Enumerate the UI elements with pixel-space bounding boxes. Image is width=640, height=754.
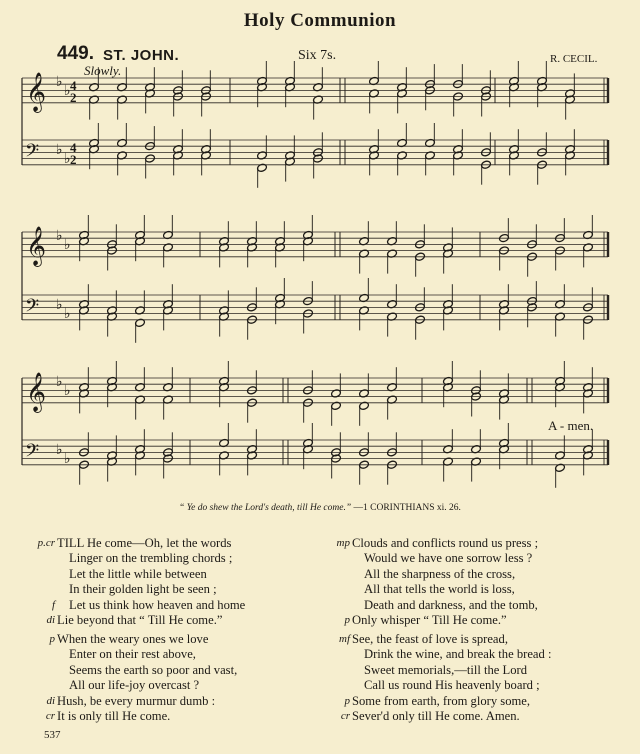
verse-3 xyxy=(336,536,539,628)
flat-sign-icon: ♭ xyxy=(56,298,63,313)
dynamic-mark: cr xyxy=(340,710,350,723)
verse-line: All the sharpness of the cross, xyxy=(364,566,516,581)
verse-line: In their golden light be seen ; xyxy=(69,582,217,597)
verse-line: Linger on the trembling chords ; xyxy=(69,551,233,566)
verse-line: cr Sever'd only till He come. Amen. xyxy=(352,709,551,724)
flat-sign-icon: ♭ xyxy=(56,443,63,458)
verse-line: All that tells the world is loss, xyxy=(364,582,515,597)
bass-clef-icon: 𝄢 xyxy=(25,295,40,320)
verse-line: cr It is only till He come. xyxy=(57,709,237,724)
bass-clef-icon: 𝄢 xyxy=(25,440,40,465)
page-number: 537 xyxy=(44,729,61,741)
flat-sign-icon: ♭ xyxy=(64,238,71,253)
flat-sign-icon: ♭ xyxy=(64,307,71,322)
time-signature-top: 4 xyxy=(70,140,77,155)
amen-label: A - men. xyxy=(548,418,594,433)
dynamic-mark: f xyxy=(51,598,55,611)
verse-line: p.cr TILL He come—Oh, let the words xyxy=(57,536,245,551)
tempo-marking: Slowly. xyxy=(84,63,122,78)
scripture-reference: —1 CORINTHIANS xi. 26. xyxy=(353,503,461,513)
verse-line: Let the little while between xyxy=(69,566,207,581)
treble-clef-icon: 𝄞 xyxy=(26,374,47,411)
flat-sign-icon: ♭ xyxy=(64,84,71,99)
dynamic-mark: p xyxy=(49,633,55,645)
flat-sign-icon: ♭ xyxy=(64,452,71,467)
section-title: Holy Communion xyxy=(243,10,397,31)
treble-clef-icon: 𝄞 xyxy=(26,74,47,111)
dynamic-mark: p.cr xyxy=(37,537,55,549)
time-signature-top: 4 xyxy=(70,78,77,93)
verse-line: p Some from earth, from glory some, xyxy=(352,694,551,709)
time-signature-bottom: 2 xyxy=(70,152,77,167)
dynamic-mark: p xyxy=(344,694,350,707)
flat-sign-icon: ♭ xyxy=(64,152,71,167)
verse-line: Drink the wine, and break the bread : xyxy=(364,647,552,662)
verse-line: mp Clouds and conflicts round us press ; xyxy=(352,536,538,551)
verse-line: mf See, the feast of love is spread, xyxy=(352,632,551,647)
flat-sign-icon: ♭ xyxy=(64,384,71,399)
verse-line: p When the weary ones we love xyxy=(57,632,237,647)
hymn-number: 449. xyxy=(57,43,94,64)
verse-line: Enter on their rest above, xyxy=(69,647,196,662)
composer: R. CECIL. xyxy=(550,53,598,65)
dynamic-mark: mp xyxy=(336,537,350,549)
verse-line: Would we have one sorrow less ? xyxy=(364,551,533,566)
verse-line: All our life-joy overcast ? xyxy=(69,678,200,693)
flat-sign-icon: ♭ xyxy=(56,75,63,90)
verse-line: Seems the earth so poor and vast, xyxy=(69,662,238,677)
dynamic-mark: di xyxy=(46,614,55,627)
verse-1 xyxy=(37,536,246,628)
verse-4 xyxy=(339,632,552,724)
dynamic-mark: mf xyxy=(339,633,350,645)
time-signature-bottom: 2 xyxy=(70,90,77,105)
verse-line: Call us round His heavenly board ; xyxy=(364,678,540,693)
meter: Six 7s. xyxy=(298,48,337,63)
verse-line: f Let us think how heaven and home xyxy=(57,598,245,613)
verse-2 xyxy=(45,632,238,724)
tune-name: ST. JOHN. xyxy=(103,47,180,64)
treble-clef-icon: 𝄞 xyxy=(26,228,47,265)
verse-line: di Lie beyond that “ Till He come.” xyxy=(57,613,245,628)
verse-line: Death and darkness, and the tomb, xyxy=(364,597,538,612)
dynamic-mark: di xyxy=(46,694,55,707)
verse-line: Sweet memorials,—till the Lord xyxy=(364,662,527,677)
flat-sign-icon: ♭ xyxy=(56,375,63,390)
verse-line: p Only whisper “ Till He come.” xyxy=(352,613,538,628)
verse-line: di Hush, be every murmur dumb : xyxy=(57,694,237,709)
flat-sign-icon: ♭ xyxy=(56,229,63,244)
bass-clef-icon: 𝄢 xyxy=(25,140,40,165)
dynamic-mark: p xyxy=(344,614,350,627)
dynamic-mark: cr xyxy=(45,710,55,723)
flat-sign-icon: ♭ xyxy=(56,143,63,158)
scripture-quote: “ Ye do shew the Lord's death, till He come.” xyxy=(179,503,352,513)
scripture-citation xyxy=(0,503,640,513)
